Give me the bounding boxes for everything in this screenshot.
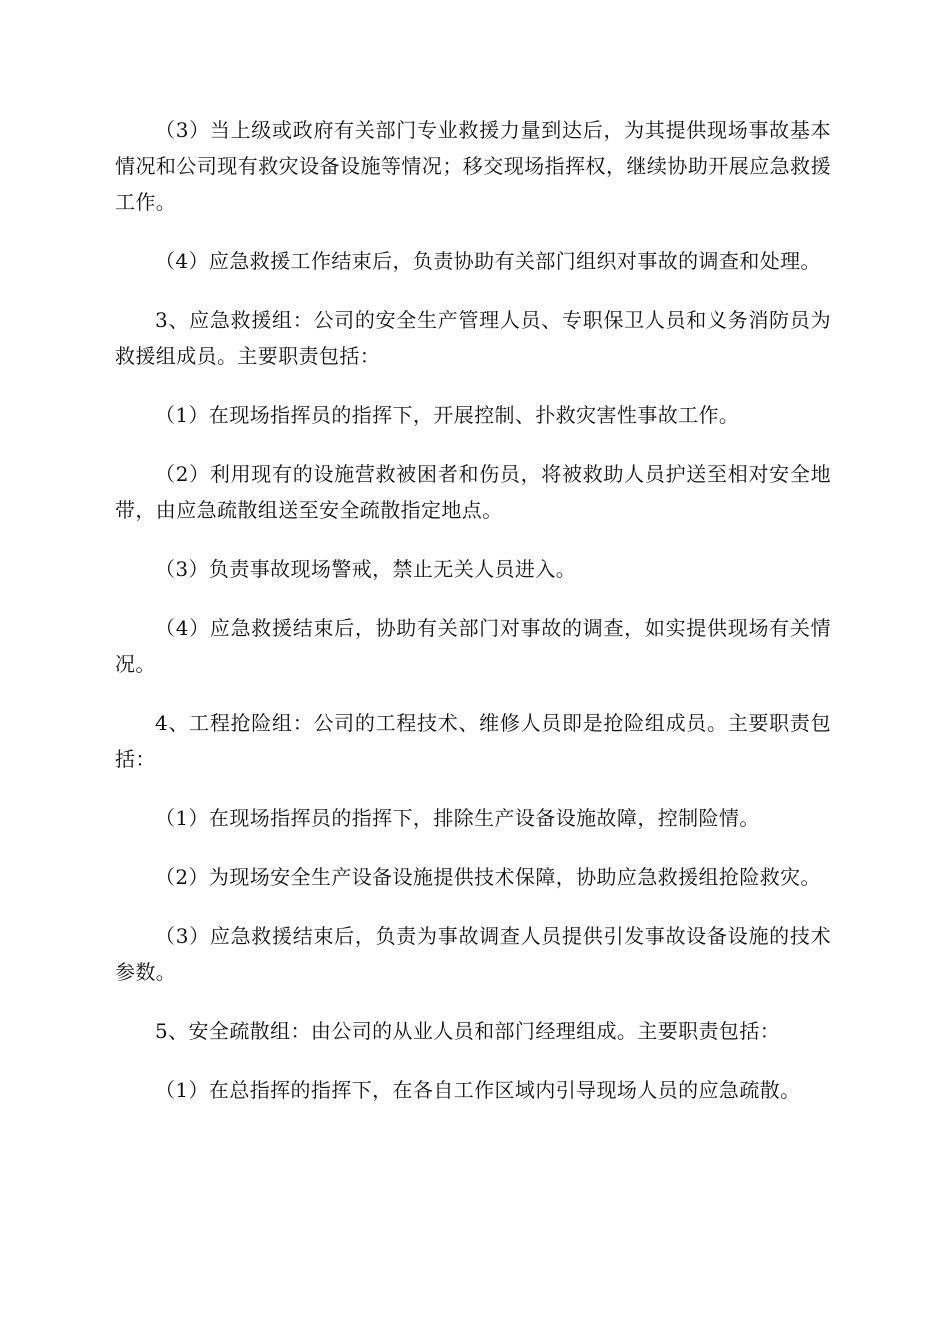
section-heading-evacuation-group: 5、安全疏散组：由公司的从业人员和部门经理组成。主要职责包括： [155,1019,781,1043]
paragraph-evacuation-1: （1）在总指挥的指挥下，在各自工作区域内引导现场人员的应急疏散。 [155,1078,801,1102]
paragraph-3-3: （3）当上级或政府有关部门专业救援力量到达后，为其提供现场事故基本情况和公司现有救灾设备设施等情况；移交现场指挥权，继续协助开展应急救援工作。 [115,118,831,214]
paragraph-3-4: （4）应急救援工作结束后，负责协助有关部门组织对事故的调查和处理。 [155,249,821,273]
section-heading-engineering-group: 4、工程抢险组：公司的工程技术、维修人员即是抢险组成员。主要职责包括： [115,711,831,771]
paragraph-rescue-1: （1）在现场指挥员的指挥下，开展控制、扑救灾害性事故工作。 [155,403,740,427]
paragraph-engineering-3: （3）应急救援结束后，负责为事故调查人员提供引发事故设备设施的技术参数。 [115,924,831,984]
document-page [115,112,831,1131]
paragraph-engineering-1: （1）在现场指挥员的指挥下，排除生产设备设施故障，控制险情。 [155,806,760,830]
paragraph-rescue-4: （4）应急救援结束后，协助有关部门对事故的调查，如实提供现场有关情况。 [115,616,831,676]
paragraph-rescue-3: （3）负责事故现场警戒，禁止无关人员进入。 [155,557,577,581]
section-heading-rescue-group: 3、应急救援组：公司的安全生产管理人员、专职保卫人员和义务消防员为救援组成员。主要职责包括： [115,308,831,368]
paragraph-engineering-2: （2）为现场安全生产设备设施提供技术保障，协助应急救援组抢险救灾。 [155,865,821,889]
paragraph-rescue-2: （2）利用现有的设施营救被困者和伤员，将被救助人员护送至相对安全地带，由应急疏散组送至安全疏散指定地点。 [115,462,831,522]
